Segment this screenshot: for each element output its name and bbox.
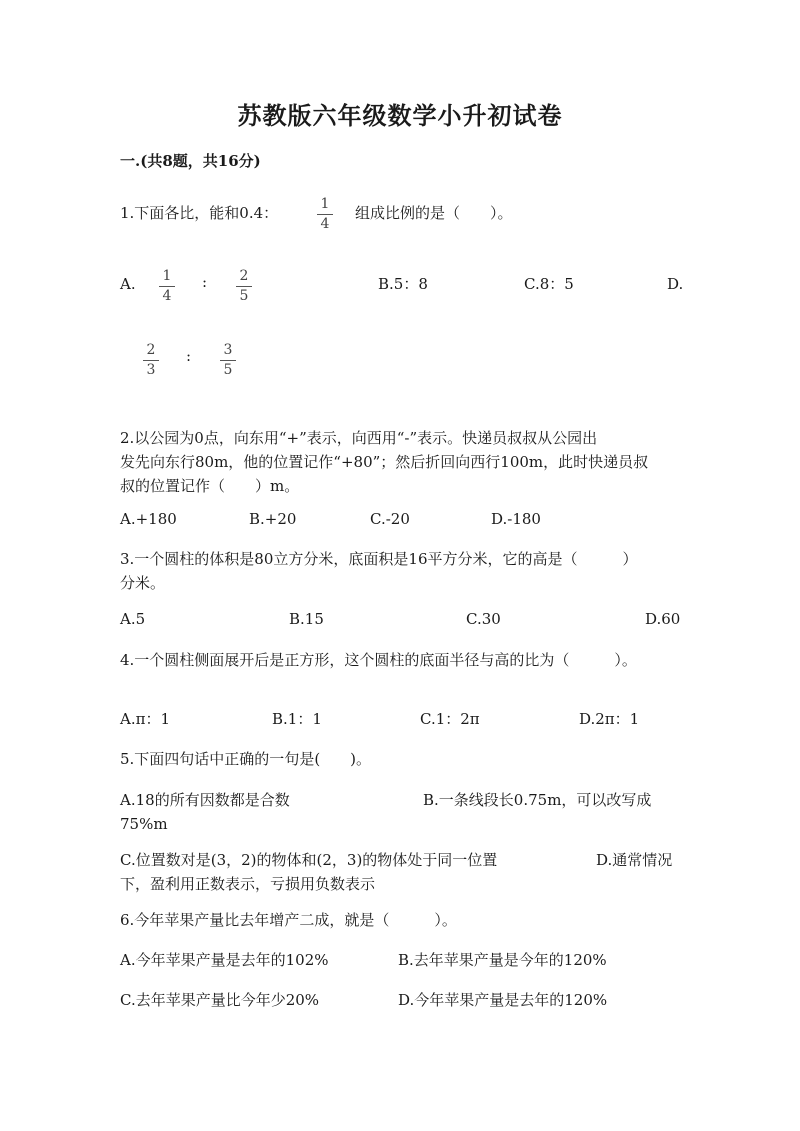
fraction-denominator: 5: [239, 288, 249, 304]
q1-option-a-label: A.: [120, 275, 136, 293]
q2-line-2: 发先向东行80m，他的位置记作“+80”；然后折回向西行100m，此时快递员叔: [120, 453, 649, 471]
q1-option-a-colon: :: [202, 273, 208, 291]
q4-option-a: A.π：1: [120, 710, 171, 728]
q3-line-1: 3.一个圆柱的体积是80立方分米，底面积是16平方分米，它的高是（ ）: [120, 550, 638, 568]
q1-option-d-label: D.: [667, 275, 684, 293]
q5-option-b-continued: 75%m: [120, 815, 168, 833]
q5-option-c: C.位置数对是(3，2)的物体和(2，3)的物体处于同一位置: [120, 851, 498, 869]
q2-option-c: C.-20: [370, 510, 410, 528]
q6-stem: 6.今年苹果产量比去年增产二成，就是（ ）。: [120, 911, 457, 929]
q1-option-d-fraction-2: [216, 342, 240, 379]
q4-option-b: B.1：1: [272, 710, 322, 728]
fraction-numerator: 1: [320, 196, 330, 212]
q1-stem-fraction: [313, 196, 337, 233]
q5-option-d: D.通常情况: [596, 851, 673, 869]
fraction-numerator: 3: [223, 342, 233, 358]
fraction-denominator: 3: [146, 362, 156, 378]
fraction-denominator: 4: [162, 288, 172, 304]
q2-line-3: 叔的位置记作（ ）m。: [120, 477, 300, 495]
q1-option-a-fraction-1: [155, 268, 179, 305]
q4-option-c: C.1：2π: [420, 710, 480, 728]
fraction-denominator: 4: [320, 216, 330, 232]
q2-option-a: A.+180: [120, 510, 177, 528]
q1-option-b: B.5：8: [378, 275, 428, 293]
page-title: 苏教版六年级数学小升初试卷: [237, 101, 563, 130]
q3-option-d: D.60: [645, 610, 681, 628]
q4-option-d: D.2π：1: [579, 710, 640, 728]
fraction-bar: [220, 360, 236, 361]
fraction-numerator: 1: [162, 268, 172, 284]
fraction-bar: [159, 286, 175, 287]
q5-option-b: B.一条线段长0.75m，可以改写成: [423, 791, 652, 809]
q4-stem: 4.一个圆柱侧面展开后是正方形，这个圆柱的底面半径与高的比为（ ）。: [120, 651, 637, 669]
q6-option-c: C.去年苹果产量比今年少20%: [120, 991, 320, 1009]
q1-option-a-fraction-2: [232, 268, 256, 305]
q1-stem-after: 组成比例的是（ ）。: [355, 204, 513, 222]
q5-option-d-continued: 下，盈利用正数表示，亏损用负数表示: [120, 875, 376, 893]
fraction-bar: [317, 214, 333, 215]
q1-stem-before: 1.下面各比，能和0.4：: [120, 204, 279, 222]
q5-option-a: A.18的所有因数都是合数: [120, 791, 290, 809]
q2-option-b: B.+20: [249, 510, 297, 528]
q6-option-b: B.去年苹果产量是今年的120%: [398, 951, 607, 969]
fraction-numerator: 2: [239, 268, 249, 284]
q3-option-c: C.30: [466, 610, 501, 628]
q2-line-1: 2.以公园为0点，向东用“+”表示，向西用“-”表示。快递员叔叔从公园出: [120, 429, 598, 447]
fraction-numerator: 2: [146, 342, 156, 358]
q1-option-d-fraction-1: [139, 342, 163, 379]
fraction-bar: [143, 360, 159, 361]
q6-option-a: A.今年苹果产量是去年的102%: [120, 951, 329, 969]
fraction-denominator: 5: [223, 362, 233, 378]
fraction-bar: [236, 286, 252, 287]
q1-option-d-colon: :: [186, 347, 192, 365]
q3-option-b: B.15: [289, 610, 324, 628]
q6-option-d: D.今年苹果产量是去年的120%: [398, 991, 608, 1009]
q5-stem: 5.下面四句话中正确的一句是( )。: [120, 750, 372, 768]
q1-option-c: C.8：5: [524, 275, 574, 293]
q3-line-2: 分米。: [120, 574, 166, 592]
q2-option-d: D.-180: [491, 510, 541, 528]
section-heading: 一.(共8题，共16分): [120, 152, 261, 170]
q3-option-a: A.5: [120, 610, 146, 628]
